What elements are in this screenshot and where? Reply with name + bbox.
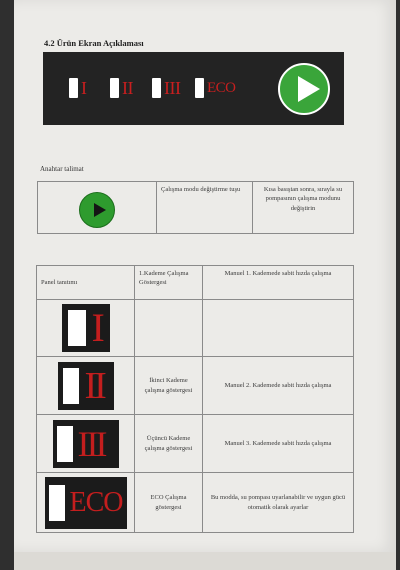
key-name-cell: Çalışma modu değiştirme tuşu [157, 182, 253, 234]
indicator-name-cell: ECO Çalışma göstergesi [135, 473, 203, 533]
table-row [37, 473, 354, 533]
panel-image-cell [37, 357, 135, 415]
panel-label: ECO [69, 486, 123, 518]
indicator-label: III [164, 78, 181, 98]
panel-description-table [36, 265, 354, 533]
indicator-description-cell: Manuel 1. Kademede sabit hızda çalışma [203, 266, 354, 300]
table-row [38, 182, 354, 234]
panel-image-cell [37, 415, 135, 473]
indicator-label: I [81, 78, 87, 98]
play-icon [79, 192, 115, 228]
panel-label: II [84, 364, 104, 407]
panel-indicator-level-1 [62, 304, 110, 352]
indicator-light [152, 78, 161, 98]
play-icon[interactable] [278, 63, 330, 115]
indicator-light [63, 368, 79, 404]
indicator-name-cell: Üçüncü Kademe çalışma göstergesi [135, 415, 203, 473]
panel-indicator-level-3 [53, 420, 119, 468]
panel-image-cell [37, 473, 135, 533]
indicator-light [57, 426, 73, 462]
indicator-light [195, 78, 204, 98]
page-edge [14, 552, 396, 570]
panel-indicator-eco [45, 477, 127, 529]
panel-label: III [77, 423, 105, 464]
indicator-light [69, 78, 78, 98]
indicator-level-1 [69, 78, 87, 98]
indicator-description-cell: Manuel 3. Kademede sabit hızda çalışma [203, 415, 354, 473]
indicator-label: II [122, 78, 133, 98]
indicator-light [49, 485, 65, 521]
panel-header-cell: Panel tanıtımı [37, 266, 135, 300]
table-row [37, 357, 354, 415]
indicator-name-cell: İkinci Kademe çalışma göstergesi [135, 357, 203, 415]
key-description-cell: Kısa basıştan sonra, sırayla su pompasının çalışma modunu değiştirin [253, 182, 354, 234]
section-title: 4.2 Ürün Ekran Açıklaması [44, 38, 144, 48]
panel-label: I [91, 305, 105, 350]
table-row [37, 266, 354, 300]
indicator-eco [195, 78, 236, 98]
key-instructions-table [37, 181, 354, 234]
key-icon-cell [38, 182, 157, 234]
indicator-light [110, 78, 119, 98]
table-row [37, 415, 354, 473]
indicator-description-cell: Bu modda, su pompası uyarlanabilir ve uygun gücü otomatik olarak ayarlar [203, 473, 354, 533]
table-row [37, 300, 354, 357]
product-display-panel [43, 52, 344, 125]
panel-image-cell [37, 300, 135, 357]
empty-cell [203, 300, 354, 357]
indicator-level-2 [110, 78, 133, 98]
empty-cell [135, 300, 203, 357]
panel-indicator-level-2 [58, 362, 114, 410]
indicator-light [68, 310, 86, 346]
key-instructions-title: Anahtar talimat [40, 165, 84, 173]
indicator-level-3 [152, 78, 180, 98]
indicator-name-cell: 1.Kademe Çalışma Göstergesi [135, 266, 203, 300]
indicator-description-cell: Manuel 2. Kademede sabit hızda çalışma [203, 357, 354, 415]
indicator-label: ECO [207, 80, 236, 96]
